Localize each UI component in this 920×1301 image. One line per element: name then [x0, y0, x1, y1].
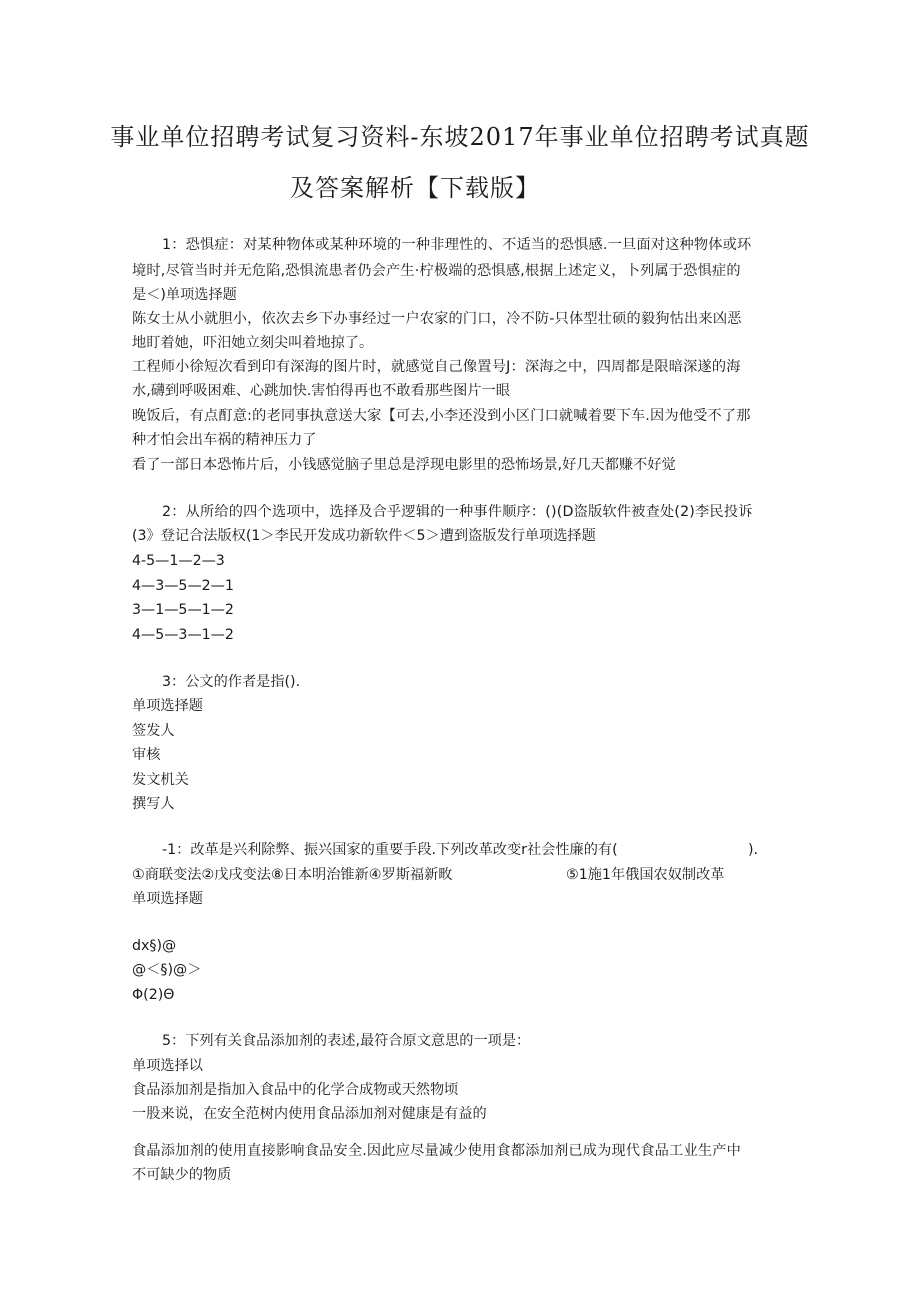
page-title-line-1: 事业单位招聘考试复习资料-东坡2017年事业单位招聘考试真题: [110, 123, 810, 151]
q1-option-a-line-1: 陈女士从小就胆小，依次去乡下办事经过一户农家的门口，冷不防-只体型壮硕的毅狗怙出来凶恶: [132, 311, 742, 327]
q5-option-c-line-1: 食晶添加剂的使用直接影响食品安全.因此应尽量减少使用食都添加剂已成为现代食品工业生产中: [132, 1143, 741, 1159]
q2-stem-line-1: 2：从所给的四个选项中，选择及合乎逻辑的一种事件顺序：()(D盗版软件被查处(2)李民投诉: [162, 504, 753, 520]
q1-option-b-line-2: 水,礴到呼吸困难、心跳加快.害怕得再也不敢看那些图片一眼: [132, 383, 510, 399]
q4-option-c: Φ(2)Θ: [132, 987, 175, 1003]
q3-option-b: 审核: [132, 747, 161, 763]
q2-option-b: 4—3—5—2—1: [132, 578, 234, 594]
q1-stem-line-1: 1：恐惧症：对某种物体或某种环境的一种非理性的、不适当的恐惧感.一旦面对这种物体或环: [162, 237, 752, 253]
q2-option-d: 4—5—3—1—2: [132, 627, 234, 643]
q1-stem-line-3: 是＜)单项选择题: [132, 287, 237, 303]
q4-stem-end: ).: [748, 842, 759, 858]
q2-option-c: 3—1—5—1—2: [132, 602, 234, 618]
q4-option-b: @＜§)@＞: [132, 962, 202, 978]
q1-option-d: 看了一部日本恐怖片后，小钱感觉脑子里总是浮现电影里的恐怖场景,好几天都赚不好觉: [132, 457, 676, 473]
q4-type: 单项选择题: [132, 891, 203, 907]
q5-option-c-line-2: 不可缺少的物质: [132, 1167, 232, 1183]
q3-stem: 3：公文的作者是指().: [162, 674, 301, 690]
q4-items: ①商联变法②戊戌变法⑧日本明治锥新④罗斯福新畋: [132, 867, 453, 883]
q1-option-b-line-1: 工程师小徐短次看到印有深海的图片时，就感觉自己像置号J：深海之中，四周都是限暗深遂的海: [132, 359, 741, 375]
q3-option-c: 发文机关: [132, 772, 189, 788]
q1-stem-line-2: 境时,尽管当时并无危陷,恐惧流患者仍会产生·柠极端的恐惧感,根据上述定义，卜列属于恐惧症的: [132, 263, 741, 279]
page-title-line-2: 及答案解析【下载版】: [290, 174, 540, 202]
q3-type: 单项选择题: [132, 698, 203, 714]
q2-option-a: 4-5—1—2—3: [132, 553, 225, 569]
q1-option-c-line-1: 晚饭后，有点酊意:的老同事执意送大家【可去,小李还没到小区门口就喊着要下车.因为他受不了那: [132, 408, 751, 424]
q2-stem-line-2: (3》登记合法版权(1＞李民开发成功新软件＜5＞遭到盗版发行单项选择题: [132, 528, 596, 544]
q5-option-b: 一股来说，在安全范树内使用食品添加剂对健康是有益的: [132, 1106, 487, 1122]
q4-option-a: dx§)@: [132, 938, 177, 954]
q4-items-5: ⑤1施1年俄国农奴制改革: [566, 867, 725, 883]
q1-option-c-line-2: 种才怕会出车祸的精神压力了: [132, 432, 317, 448]
q4-stem: -1：改革是兴利除弊、振兴国家的重要手段.下列改革改变r社会性廉的有(: [162, 842, 618, 858]
q3-option-a: 签发人: [132, 723, 175, 739]
q5-type: 单项选择以: [132, 1058, 203, 1074]
q5-stem: 5：下列有关食品添加剂的表述,最符合原文意思的一项是：: [162, 1033, 531, 1049]
q3-option-d: 撰写人: [132, 796, 175, 812]
q5-option-a: 食品添加剂是指加入食品中的化学合成物或天然物顷: [132, 1082, 459, 1098]
q1-option-a-line-2: 地盯着她，吓汨她立刻尖叫着地掠了。: [132, 335, 374, 351]
